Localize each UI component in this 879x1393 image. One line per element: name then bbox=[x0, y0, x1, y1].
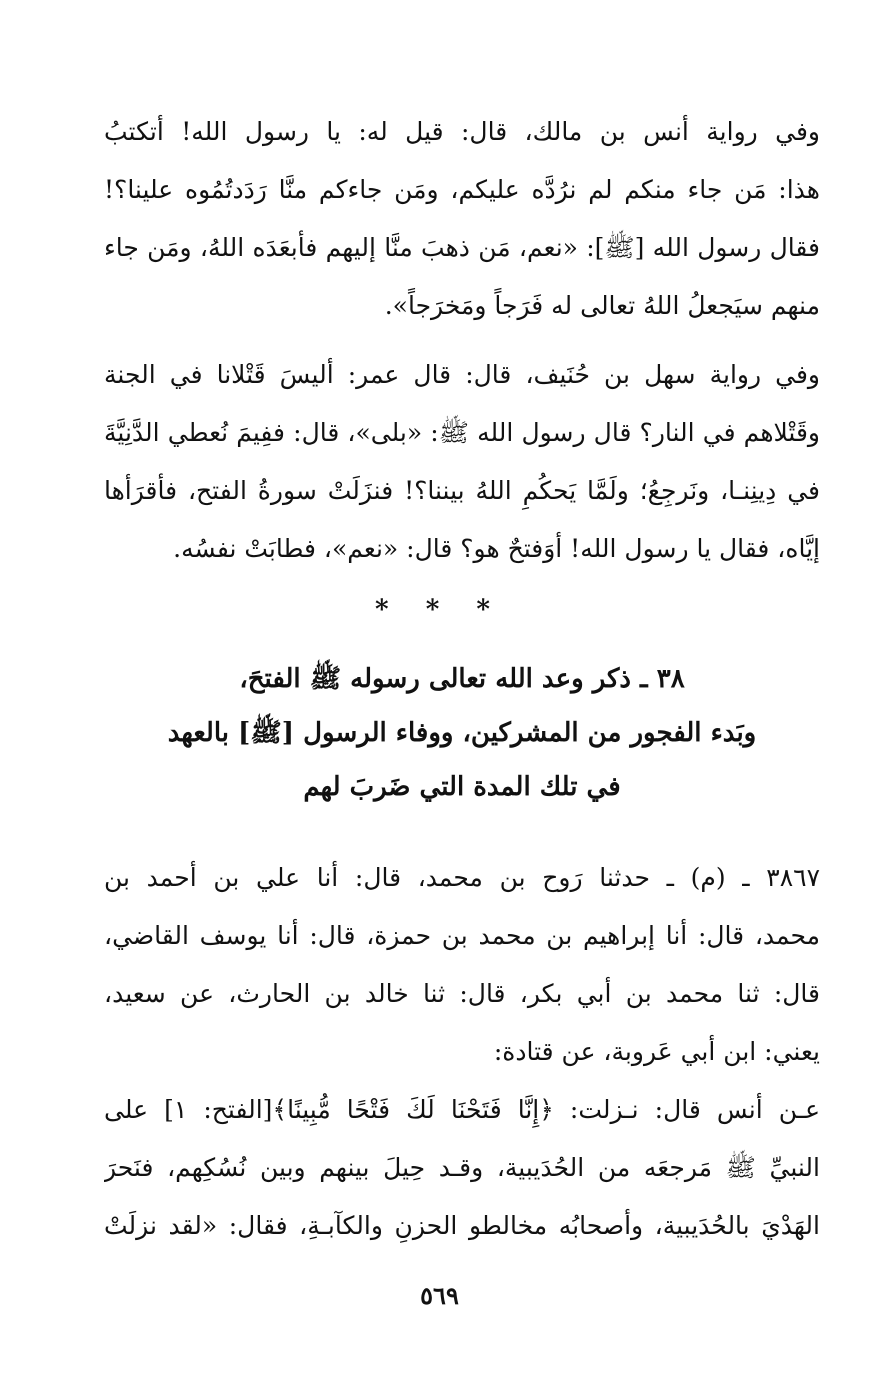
text-line: وقَتْلاهم في النار؟ قال رسول الله ﷺ: «بلى»، قال: ففِيمَ نُعطي الدَّنِيَّةَ bbox=[104, 418, 820, 447]
text-line: إيَّاه، فقال يا رسول الله! أوَفتحٌ هو؟ قال: «نعم»، فطابَتْ نفسُه. bbox=[173, 534, 820, 563]
page-number: ٥٦٩ bbox=[420, 1281, 459, 1310]
text-line: في دِينِنـا، ونَرجِعُ؛ ولَمَّا يَحكُمِ اللهُ بيننا؟! فنزَلَتْ سورةُ الفتح، فأقرَأها bbox=[104, 476, 820, 505]
heading-line: ٣٨ ـ ذكر وعد الله تعالى رسوله ﷺ الفتحَ، bbox=[239, 664, 685, 694]
text-line: النبيِّ ﷺ مَرجعَه من الحُدَيبية، وقـد حِيلَ بينهم وبين نُسُكِهم، فنَحرَ bbox=[104, 1153, 820, 1182]
paragraph-sahl-riwaya bbox=[104, 346, 820, 578]
text-line: محمد، قال: أنا إبراهيم بن محمد بن حمزة، قال: أنا يوسف القاضي، bbox=[104, 921, 820, 950]
heading-line: في تلك المدة التي ضَربَ لهم bbox=[303, 772, 621, 802]
text-line: فقال رسول الله [ﷺ]: «نعم، مَن ذهبَ منَّا إليهم فأبعَدَه اللهُ، ومَن جاء bbox=[104, 233, 820, 262]
text-line: يعني: ابن أبي عَروبة، عن قتادة: bbox=[493, 1037, 820, 1066]
text-line: وفي رواية أنس بن مالك، قال: قيل له: يا رسول الله! أتكتبُ bbox=[104, 117, 820, 146]
text-line: ٣٨٦٧ ـ (م) ـ حدثنا رَوح بن محمد، قال: أنا علي بن أحمد بن bbox=[104, 863, 820, 892]
paragraph-hadith-isnad bbox=[104, 849, 820, 1081]
text-line: هذا: مَن جاء منكم لم نرُدَّه عليكم، ومَن جاءكم منَّا رَدَدتُمُوه علينا؟! bbox=[104, 175, 820, 204]
section-heading bbox=[104, 652, 820, 814]
text-line: قال: ثنا محمد بن أبي بكر، قال: ثنا خالد بن الحارث، عن سعيد، bbox=[104, 979, 820, 1008]
text-line: الهَدْيَ بالحُدَيبية، وأصحابُه مخالطو الحزنِ والكآبـةِ، فقال: «لقد نزلَتْ bbox=[104, 1211, 820, 1240]
text-line: عـن أنس قال: نـزلت: ﴿إِنَّا فَتَحْنَا لَكَ فَتْحًا مُّبِينًا﴾[الفتح: ١] على bbox=[104, 1095, 820, 1124]
heading-line: وبَدء الفجور من المشركين، ووفاء الرسول [ﷺ] بالعهد bbox=[167, 718, 757, 748]
text-line: منهم سيَجعلُ اللهُ تعالى له فَرَجاً ومَخرَجاً». bbox=[384, 291, 820, 320]
paragraph-anas-riwaya bbox=[104, 103, 820, 335]
section-separator: * * * bbox=[375, 595, 504, 625]
text-line: وفي رواية سهل بن حُنَيف، قال: قال عمر: أليسَ قَتْلانا في الجنة bbox=[104, 360, 820, 389]
paragraph-hadith-matn bbox=[104, 1081, 820, 1255]
